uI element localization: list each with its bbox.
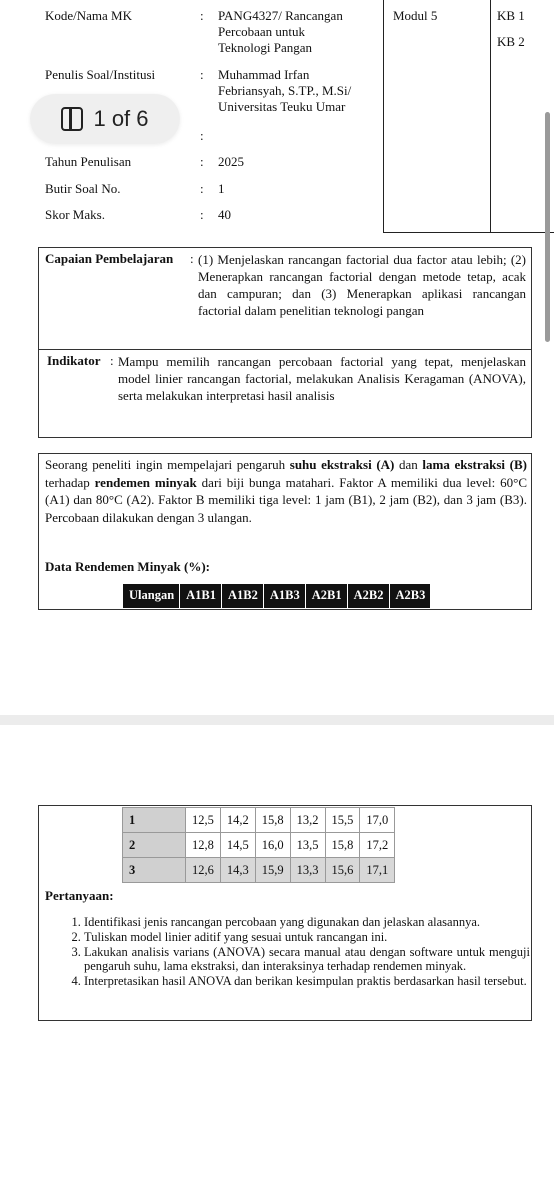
table-cell: 17,1 — [360, 858, 395, 883]
list-item: 4. Interpretasikan hasil ANOVA dan berikan kesimpulan praktis berdasarkan hasil tersebut. — [84, 974, 530, 988]
table-cell: 12,6 — [186, 858, 221, 883]
capaian-label: Capaian Pembelajaran — [45, 251, 174, 266]
indikator-label: Indikator — [47, 353, 101, 368]
table-cell: 12,8 — [186, 833, 221, 858]
table-row — [123, 808, 395, 833]
soal-text-part: terhadap — [45, 474, 95, 490]
modul-label: Modul 5 — [393, 8, 438, 23]
header-cell: A2B3 — [389, 584, 431, 609]
colon: : — [200, 67, 204, 82]
tahun-value: 2025 — [218, 154, 244, 169]
table-cell: 1 — [123, 808, 186, 833]
table-row — [123, 833, 395, 858]
colon: : — [200, 154, 204, 169]
divider-vertical — [383, 0, 384, 233]
colon: : — [200, 128, 204, 143]
skor-label: Skor Maks. — [45, 207, 105, 222]
indikator-text: Mampu memilih rancangan percobaan factorial yang tepat, menjelaskan model linier rancangan factorial, melakukan Analisis Keragaman (ANOVA), serta melakukan interpretasi hasil analisis — [118, 354, 526, 403]
table-cell: 13,5 — [290, 833, 325, 858]
table-cell: 14,5 — [220, 833, 255, 858]
tahun-label: Tahun Penulisan — [45, 154, 132, 169]
divider-horizontal — [383, 232, 554, 233]
soal-bold-rendemen: rendemen minyak — [94, 474, 197, 490]
colon: : — [200, 181, 204, 196]
page-indicator-text: 1 of 6 — [93, 106, 149, 131]
header-cell: A1B1 — [180, 584, 222, 609]
table-cell: 15,5 — [325, 808, 360, 833]
table-cell: 15,8 — [325, 833, 360, 858]
header-cell: A1B3 — [263, 584, 305, 609]
document-page-2 — [0, 725, 554, 1199]
header-cell: A2B2 — [347, 584, 389, 609]
scrollbar[interactable] — [545, 112, 550, 342]
skor-value: 40 — [218, 207, 231, 222]
penulis-value: Muhammad Irfan Febriansyah, S.TP., M.Si/ Universitas Teuku Umar — [218, 67, 352, 114]
table-cell: 14,3 — [220, 858, 255, 883]
table-cell: 13,3 — [290, 858, 325, 883]
table-cell: 15,8 — [255, 808, 290, 833]
table-cell: 13,2 — [290, 808, 325, 833]
colon: : — [110, 353, 114, 368]
header-cell: A2B1 — [305, 584, 347, 609]
page-indicator[interactable] — [30, 94, 180, 144]
list-item: 3. Lakukan analisis varians (ANOVA) secara manual atau dengan software untuk menguji pengaruh suhu, lama ekstraksi, dan interaksinya terhadap rendemen minyak. — [84, 945, 530, 973]
table-cell: 12,5 — [186, 808, 221, 833]
divider-vertical — [490, 0, 491, 233]
colon: : — [200, 207, 204, 222]
table-cell: 17,0 — [360, 808, 395, 833]
colon: : — [200, 8, 204, 23]
penulis-label: Penulis Soal/Institusi — [45, 67, 156, 82]
soal-text-part: Seorang peneliti ingin mempelajari pengaruh — [45, 457, 290, 472]
butir-label: Butir Soal No. — [45, 181, 121, 196]
pertanyaan-title: Pertanyaan: — [45, 888, 114, 903]
table-cell: 3 — [123, 858, 186, 883]
table-cell: 16,0 — [255, 833, 290, 858]
table-cell: 17,2 — [360, 833, 395, 858]
data-table-header — [122, 583, 431, 609]
header-cell: Ulangan — [123, 584, 180, 609]
pertanyaan-list — [40, 915, 530, 988]
pertanyaan-list-wrap — [40, 915, 530, 989]
header-cell: A1B2 — [222, 584, 264, 609]
capaian-text: (1) Menjelaskan rancangan factorial dua factor atau lebih; (2) Menerapkan rancangan factorial dengan metode tetap, acak dan campuran; dan (3) Menerapkan aplikasi rancangan factorial dalam penelitian teknologi pangan — [198, 252, 526, 318]
soal-bold-suhu: suhu ekstraksi (A) — [289, 457, 395, 472]
soal-text-part: dan — [394, 457, 423, 472]
pages-sidebar-icon — [61, 107, 83, 131]
table-row — [123, 858, 395, 883]
kb1-label: KB 1 — [497, 8, 525, 23]
soal-text-part: dari biji bunga matahari. Faktor A memiliki dua level: 60°C (A1) dan 80°C (A2). Faktor B memiliki tiga level: 1 jam (B1), 2 jam (B2), dan 3 jam (B3). Percobaan dilakukan dengan 3 ulangan. — [45, 474, 527, 525]
data-title: Data Rendemen Minyak (%): — [45, 559, 211, 574]
data-table — [122, 807, 395, 883]
table-cell: 14,2 — [220, 808, 255, 833]
soal-text — [45, 456, 527, 526]
list-item: 2. Tuliskan model linier aditif yang sesuai untuk rancangan ini. — [84, 930, 530, 944]
kode-label: Kode/Nama MK — [45, 8, 133, 23]
page-gap — [0, 715, 554, 725]
colon: : — [190, 251, 194, 266]
soal-bold-lama: lama ekstraksi (B) — [422, 457, 527, 472]
table-cell: 15,9 — [255, 858, 290, 883]
list-item: 1. Identifikasi jenis rancangan percobaan yang digunakan dan jelaskan alasannya. — [84, 915, 530, 929]
kb2-label: KB 2 — [497, 34, 525, 49]
kode-value: PANG4327/ Rancangan Percobaan untuk Teknologi Pangan — [218, 8, 343, 55]
butir-value: 1 — [218, 181, 225, 196]
table-cell: 2 — [123, 833, 186, 858]
table-cell: 15,6 — [325, 858, 360, 883]
